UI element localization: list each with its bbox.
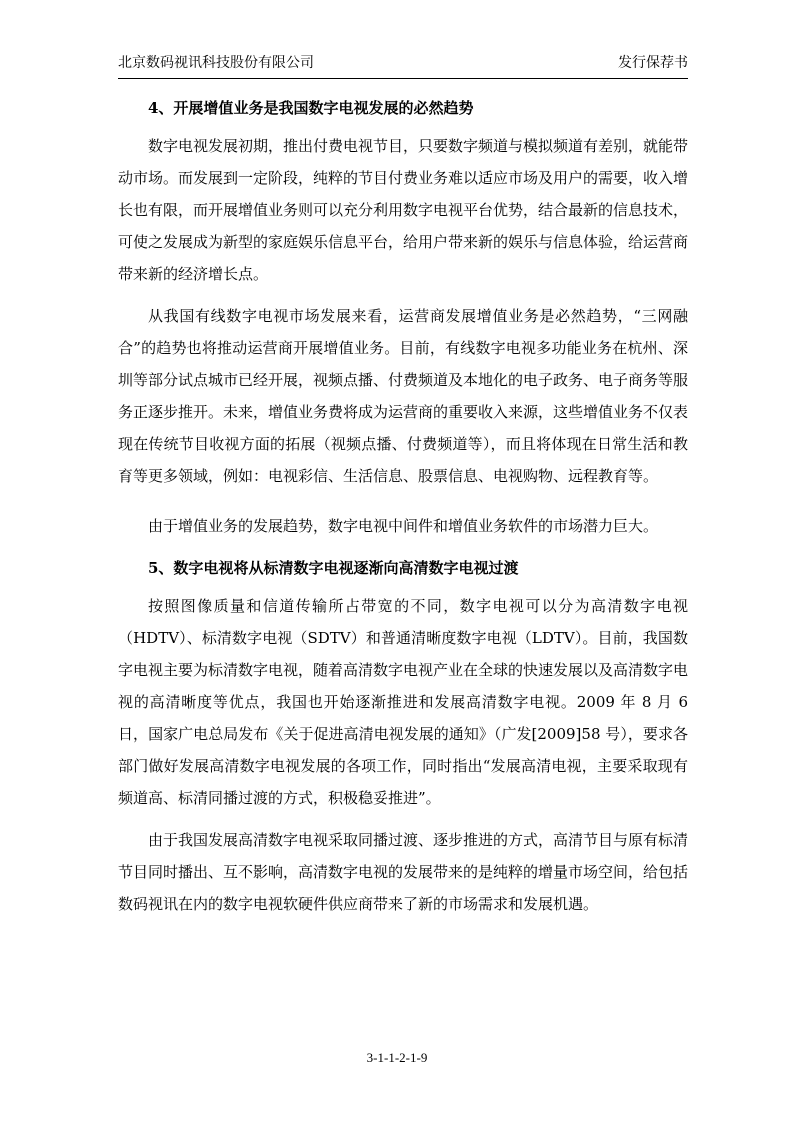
section-heading-4: 4、开展增值业务是我国数字电视发展的必然趋势 (148, 99, 474, 117)
paragraph: 由于我国发展高清数字电视采取同播过渡、逐步推进的方式，高清节目与原有标清节目同时播出、互不影响，高清数字电视的发展带来的是纯粹的增量市场空间，给包括数码视讯在内的数字电视软硬件供应商带来了新的市场需求和发展机遇。 (118, 831, 689, 913)
paragraph: 数字电视发展初期，推出付费电视节目，只要数字频道与模拟频道有差别，就能带动市场。而发展到一定阶段，纯粹的节目付费业务难以适应市场及用户的需要，收入增长也有限，而开展增值业务则可以充分利用数字电视平台优势，结合最新的信息技术，可使之发展成为新型的家庭娱乐信息平台，给用户带来新的娱乐与信息体验，给运营商带来新的经济增长点。 (118, 137, 689, 283)
header-document-type: 发行保荐书 (618, 55, 688, 71)
paragraph: 按照图像质量和信道传输所占带宽的不同，数字电视可以分为高清数字电视（HDTV）、标清数字电视（SDTV）和普通清晰度数字电视（LDTV）。目前，我国数字电视主要为标清数字电视，随着高清数字电视产业在全球的快速发展以及高清数字电视的高清晰度等优点，我国也开始逐渐推进和发展高清数字电视。2009 年 8 月 6 日，国家广电总局发布《关于促进高清电视发展的通知》（广发[2009]58 号），要求各部门做好发展高清数字电视发展的各项工作，同时指出“发展高清电视，主要采取现有频道高、标清同播过渡的方式，积极稳妥推进”。 (118, 597, 689, 807)
section-heading-5: 5、数字电视将从标清数字电视逐渐向高清数字电视过渡 (148, 559, 519, 577)
paragraph: 从我国有线数字电视市场发展来看，运营商发展增值业务是必然趋势，“三网融合”的趋势也将推动运营商开展增值业务。目前，有线数字电视多功能业务在杭州、深圳等部分试点城市已经开展，视频点播、付费频道及本地化的电子政务、电子商务等服务正逐步推开。未来，增值业务费将成为运营商的重要收入来源，这些增值业务不仅表现在传统节目收视方面的拓展（视频点播、付费频道等），而且将体现在日常生活和教育等更多领域，例如：电视彩信、生活信息、股票信息、电视购物、远程教育等。 (118, 307, 689, 485)
page-number: 3-1-1-2-1-9 (366, 1050, 428, 1065)
page-header (118, 50, 688, 79)
header-company-name: 北京数码视讯科技股份有限公司 (118, 55, 314, 71)
paragraph: 由于增值业务的发展趋势，数字电视中间件和增值业务软件的市场潜力巨大。 (148, 517, 659, 535)
document-body (118, 84, 688, 920)
